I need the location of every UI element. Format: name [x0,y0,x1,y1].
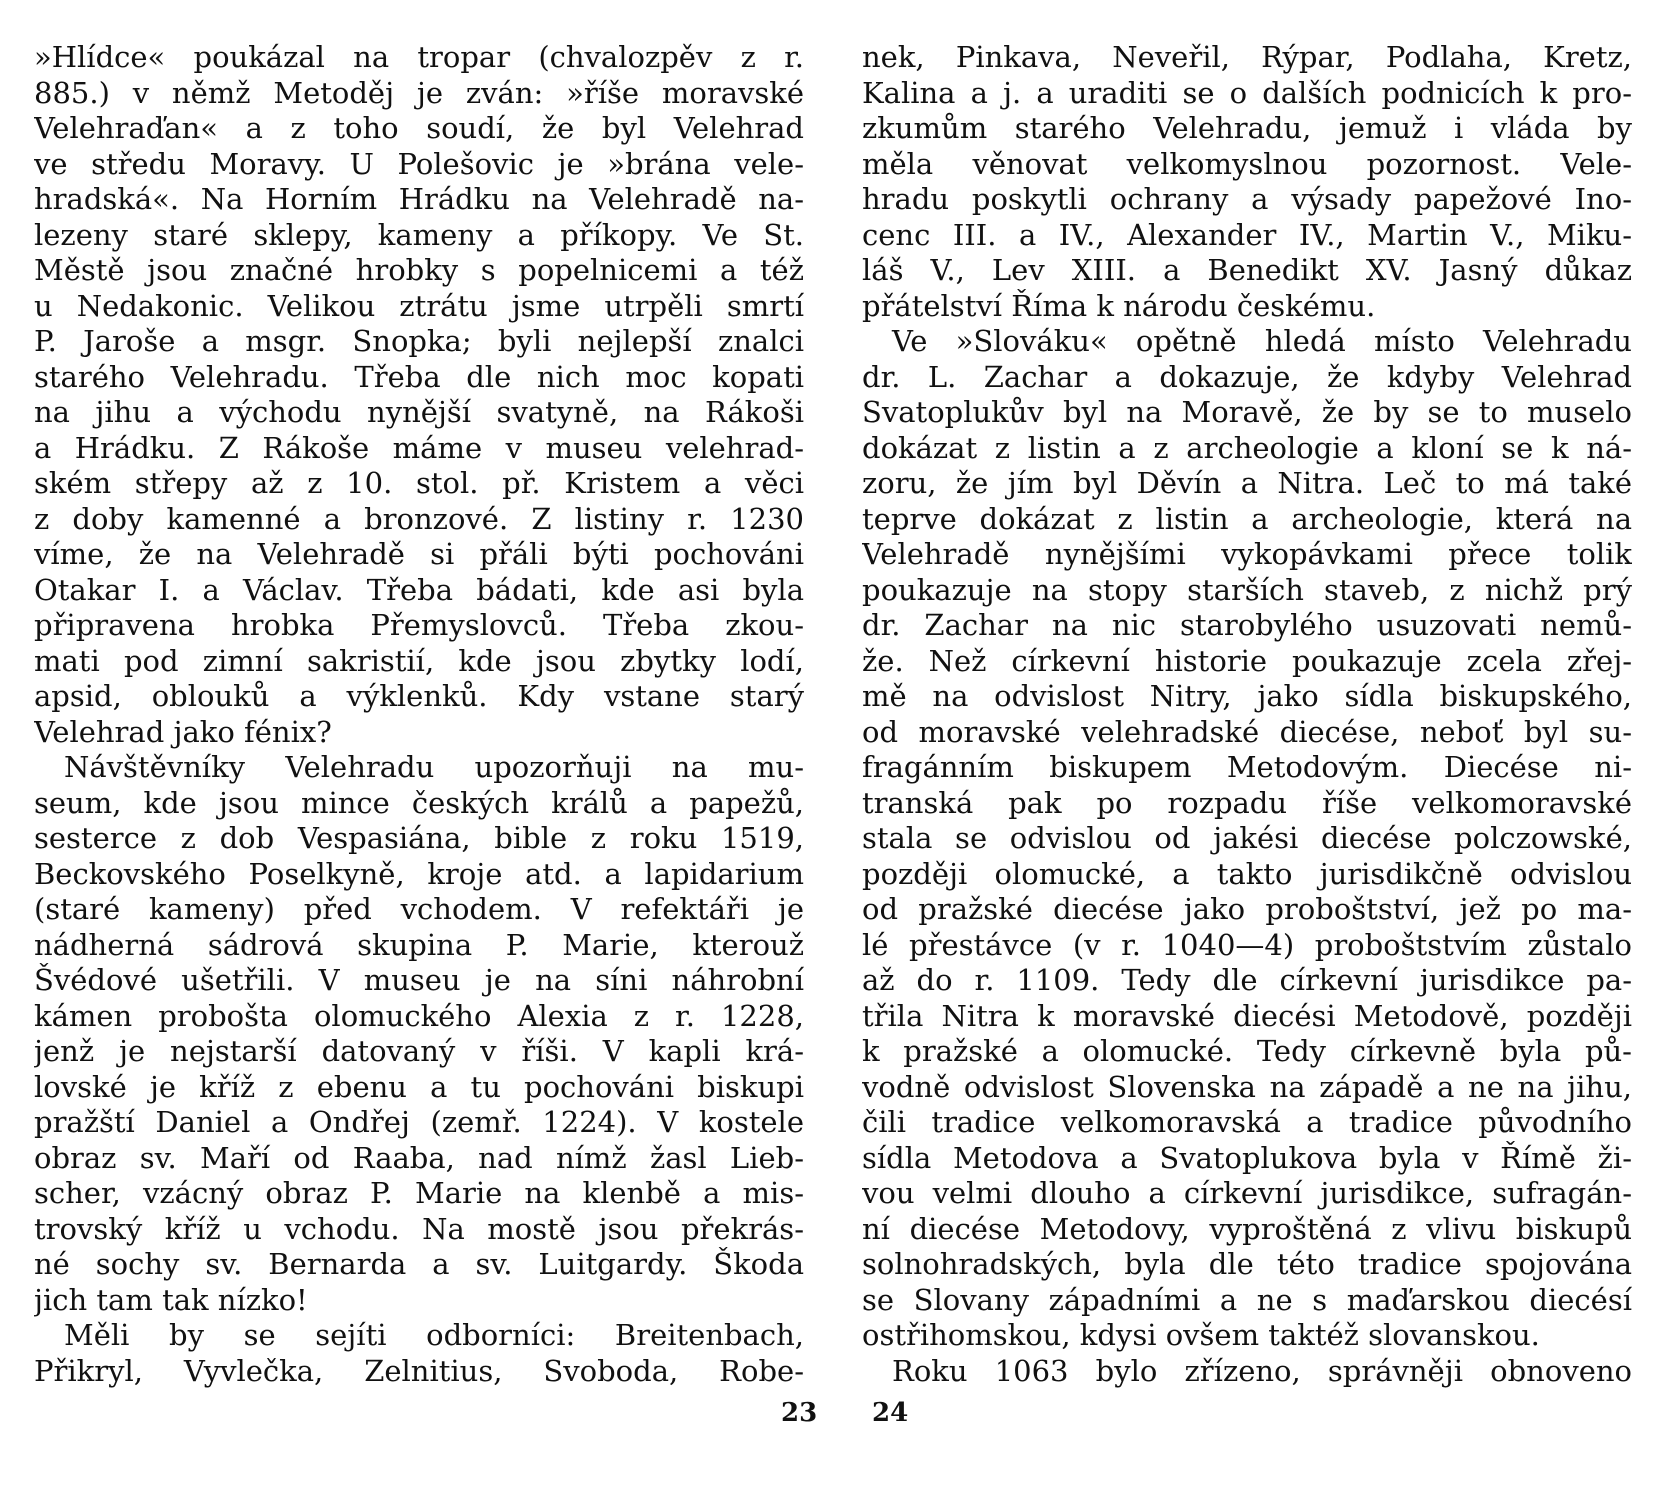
left-page-number: 23 [781,1398,818,1428]
text-line: Přikryl, Vyvlečka, Zelnitius, Svoboda, Robe- [34,1353,804,1388]
text-line: k pražské a olomucké. Tedy církevně byla pů- [862,1034,1632,1068]
text-line-paragraph-end: přátelství Říma k národu českému. [862,288,1376,323]
text-line: lé přestávce (v r. 1040—4) proboštstvím zůstalo [862,927,1632,962]
right-page-number: 24 [872,1398,909,1428]
text-line: stala se odvislou od jakési diecése polczowské, [862,821,1632,855]
text-line: víme, že na Velehradě si přáli býti pochováni [34,537,804,571]
text-line: pražští Daniel a Ondřej (zemř. 1224). V kostele [34,1105,804,1139]
text-line: solnohradských, byla dle této tradice spojována [862,1247,1632,1281]
text-line: vodně odvislost Slovenska na západě a ne na jihu, [862,1069,1632,1104]
text-line: sídla Metodova a Svatoplukova byla v Římě ži- [862,1140,1632,1175]
text-line: cenc III. a IV., Alexander IV., Martin V., Miku- [862,217,1632,252]
text-line: dr. Zachar na nic starobylého usuzovati nemů- [862,608,1632,642]
text-line: láš V., Lev XIII. a Benedikt XV. Jasný důkaz [862,253,1632,287]
text-line: od moravské velehradské diecése, neboť byl su- [862,714,1632,749]
text-line: ve středu Moravy. U Polešovic je »brána vele- [34,146,804,181]
text-line-paragraph-start: Návštěvníky Velehradu upozorňuji na mu- [64,750,804,784]
text-line: Beckovského Poselkyně, kroje atd. a lapidarium [34,856,804,891]
text-line: jenž je nejstarší datovaný v říši. V kapli krá- [34,1034,804,1068]
text-line: obraz sv. Maří od Raaba, nad nímž žasl Lieb- [34,1140,804,1175]
text-line: že. Než církevní historie poukazuje zcela zřej- [862,643,1632,678]
text-line: zoru, že jím byl Děvín a Nitra. Leč to má také [862,466,1632,500]
text-line: lovské je kříž z ebenu a tu pochováni biskupi [34,1069,804,1104]
text-line: připravena hrobka Přemyslovců. Třeba zkou- [34,608,804,642]
text-line: scher, vzácný obraz P. Marie na klenbě a mis- [34,1176,804,1210]
text-line: se Slovany západními a ne s maďarskou diecésí [862,1282,1632,1317]
text-line: kámen probošta olomuckého Alexia z r. 1228, [34,998,804,1033]
text-line-paragraph-end: Velehrad jako fénix? [34,714,332,749]
text-line: zkumům starého Velehradu, jemuž i vláda by [862,111,1632,145]
text-line: hradská«. Na Horním Hrádku na Velehradě na- [34,182,804,216]
text-line: transká pak po rozpadu říše velkomoravské [862,785,1632,820]
text-line: Velehraďan« a z toho soudí, že byl Velehrad [34,111,804,145]
text-line: z doby kamenné a bronzové. Z listiny r. 1230 [34,501,804,536]
text-line: trovský kříž u vchodu. Na mostě jsou překrás- [34,1211,804,1246]
text-line: lezeny staré sklepy, kameny a příkopy. Ve St. [34,217,804,252]
text-line: a Hrádku. Z Rákoše máme v museu velehrad- [34,430,804,465]
text-line: poukazuje na stopy starších staveb, z nichž prý [862,572,1632,607]
text-line: mati pod zimní sakristií, kde jsou zbytky lodí, [34,643,804,678]
text-line-paragraph-start: Měli by se sejíti odborníci: Breitenbach, [64,1318,804,1352]
text-line: Kalina a j. a uraditi se o dalších podnicích k pro- [862,75,1632,110]
text-line: (staré kameny) před vchodem. V refektáři je [34,892,804,926]
right-page-text [862,40,1632,1389]
text-line: ní diecése Metodovy, vyproštěná z vlivu biskupů [862,1211,1632,1246]
text-line: Velehradě nynějšími vykopávkami přece tolik [862,537,1632,571]
text-line: měla věnovat velkomyslnou pozornost. Vele- [862,146,1632,181]
text-line: teprve dokázat z listin a archeologie, která na [862,501,1632,536]
text-line: fragánním biskupem Metodovým. Diecése ni- [862,750,1632,784]
text-line-paragraph-end: jich tam tak nízko! [34,1282,308,1317]
text-line: od pražské diecése jako proboštství, jež po ma- [862,892,1632,926]
text-line: sesterce z dob Vespasiána, bible z roku 1519, [34,821,804,855]
text-line: Městě jsou značné hrobky s popelnicemi a též [34,253,804,287]
text-line: mě na odvislost Nitry, jako sídla biskupského, [862,679,1632,713]
text-line: na jihu a východu nynější svatyně, na Rákoši [34,395,804,429]
text-line: třila Nitra k moravské diecési Metodově, později [862,998,1632,1033]
text-line: Švédové ušetřili. V museu je na síni náhrobní [34,963,804,997]
text-line: dr. L. Zachar a dokazuje, že kdyby Velehrad [862,359,1632,394]
text-line: Svatoplukův byl na Moravě, že by se to muselo [862,395,1632,429]
text-line: apsid, oblouků a výklenků. Kdy vstane starý [34,679,804,713]
text-line-paragraph-start: Ve »Slováku« opětně hledá místo Velehradu [892,324,1632,358]
text-line-paragraph-start: Roku 1063 bylo zřízeno, správněji obnoveno [892,1353,1632,1388]
text-line: nádherná sádrová skupina P. Marie, kterouž [34,927,804,962]
text-line: vou velmi dlouho a církevní jurisdikce, sufragán- [862,1176,1632,1210]
text-line: 885.) v němž Metoděj je zván: »říše moravské [34,75,804,110]
text-line: né sochy sv. Bernarda a sv. Luitgardy. Škoda [34,1247,804,1281]
text-line: P. Jaroše a msgr. Snopka; byli nejlepší znalci [34,324,804,358]
text-line-paragraph-end: ostřihomskou, kdysi ovšem taktéž slovanskou. [862,1318,1540,1352]
text-line: u Nedakonic. Velikou ztrátu jsme utrpěli smrtí [34,288,804,323]
text-line: starého Velehradu. Třeba dle nich moc kopati [34,359,804,394]
text-line: nek, Pinkava, Neveřil, Rýpar, Podlaha, Kretz, [862,40,1632,74]
text-line: Otakar I. a Václav. Třeba bádati, kde asi byla [34,572,804,607]
text-line: čili tradice velkomoravská a tradice původního [862,1105,1632,1139]
left-page-text [34,40,804,1389]
text-line: ském střepy až z 10. stol. př. Kristem a věci [34,466,804,500]
text-line: později olomucké, a takto jurisdikčně odvislou [862,856,1632,891]
text-line: seum, kde jsou mince českých králů a papežů, [34,785,804,820]
text-line: »Hlídce« poukázal na tropar (chvalozpěv z r. [34,40,804,74]
text-line: dokázat z listin a z archeologie a kloní se k ná- [862,430,1632,465]
text-line: hradu poskytli ochrany a výsady papežové Ino- [862,182,1632,216]
text-line: až do r. 1109. Tedy dle církevní jurisdikce pa- [862,963,1632,997]
